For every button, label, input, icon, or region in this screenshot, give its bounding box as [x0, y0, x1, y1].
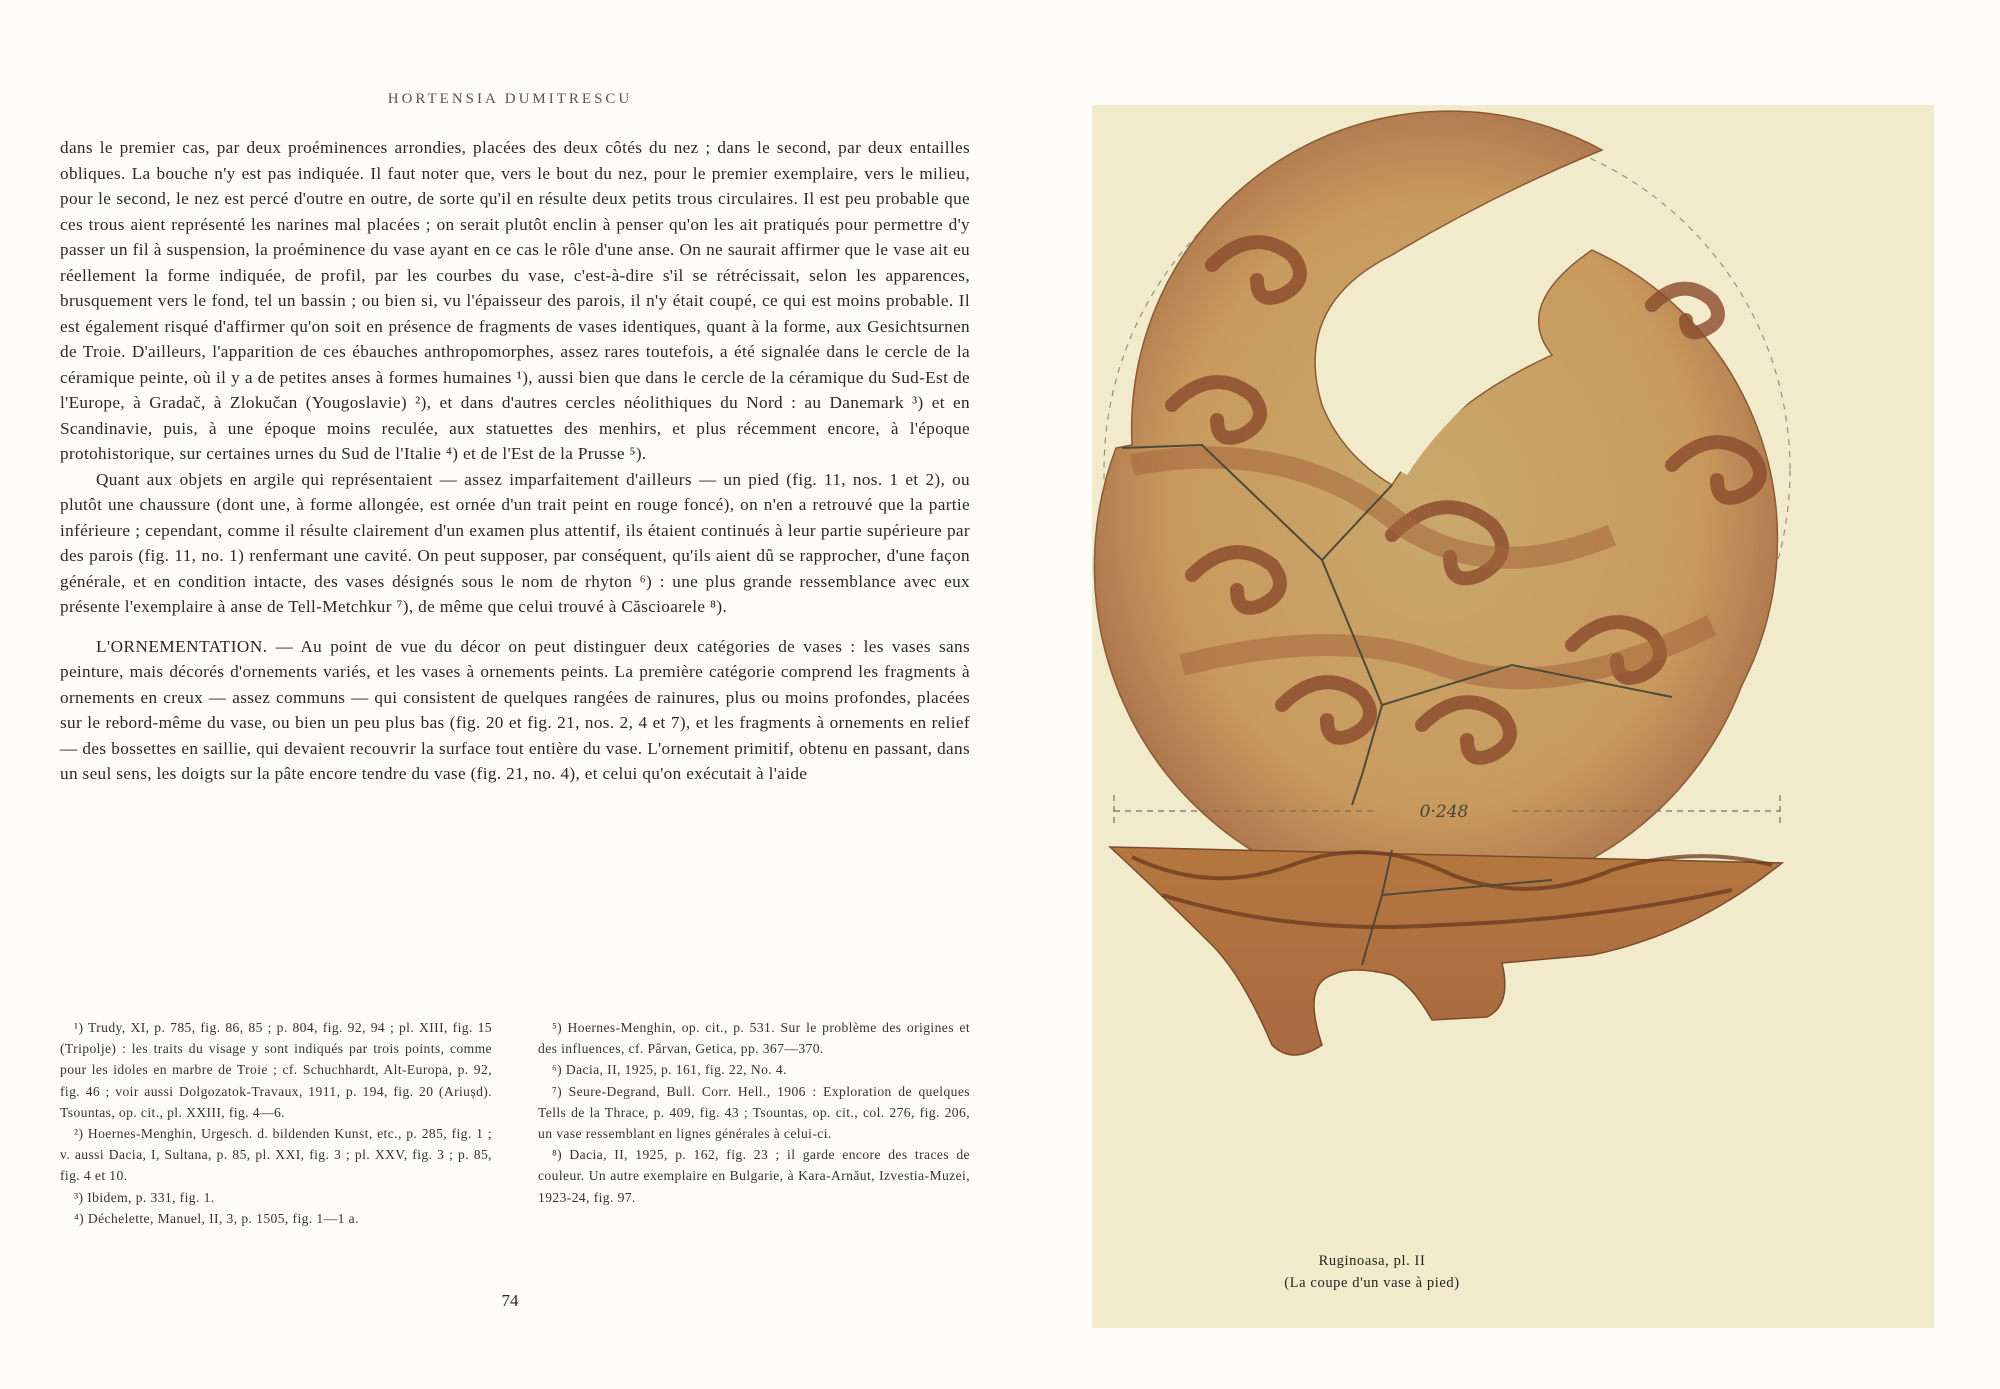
footnotes-right-column [538, 1017, 970, 1229]
caption-subtitle: (La coupe d'un vase à pied) [1284, 1275, 1460, 1291]
footnote-7: ⁷) Seure-Degrand, Bull. Corr. Hell., 1906 : Exploration de quelques Tells de la Thrace, p. 409, fig. 43 ; Tsountas, op. cit., col. 276, fig. 206, un vase ressemblant en lignes générales à celui-ci. [538, 1083, 970, 1142]
footnote-8: ⁸) Dacia, II, 1925, p. 162, fig. 23 ; il garde encore des traces de couleur. Un autre exemplaire en Bulgarie, à Kara-Arnăut, Izvestia-Muzei, 1923-24, fig. 97. [538, 1147, 970, 1205]
footnote-2: ²) Hoernes-Menghin, Urgesch. d. bildenden Kunst, etc., p. 285, fig. 1 ; v. aussi Dacia, I, Sultana, p. 85, pl. XXI, fig. 3 ; pl. XXV, fig. 3 ; p. 85, fig. 4 et 10. [60, 1126, 492, 1184]
paragraph-3-text: — Au point de vue du décor on peut distinguer deux catégories de vases : les vases sans peinture, mais décorés d'ornements variés, et les vases à ornements peints. La première catégorie comprend les fragments à ornements en creux — assez communs — qui consistent de quelques rangées de rainures, plus ou moins profondes, placées sur le rebord-même du vase, ou bien un peu plus bas (fig. 20 et fig. 21, nos. 2, 4 et 7), et les fragments à ornements en relief — des bossettes en saillie, qui devaient recouvrir la surface tout entière du vase. L'ornement primitif, obtenu en passant, dans un seul sens, les doigts sur la pâte encore tendre du vase (fig. 21, no. 4), et celui qu'on exécutait à l'aide [60, 636, 970, 783]
plate-caption [1092, 1250, 1652, 1294]
paragraph-2: Quant aux objets en argile qui représentaient — assez imparfaitement d'ailleurs — un pied (fig. 11, nos. 1 et 2), ou plutôt une chaussure (dont une, à forme allongée, est ornée d'un trait peint en rouge foncé), on n'en a retrouvé que la partie inférieure ; cependant, comme il résulte clairement d'un examen plus attentif, ils étaient continués à leur partie supérieure par des parois (fig. 11, no. 1) renfermant une cavité. On peut supposer, par conséquent, qu'ils aient dû se rapprocher, d'une façon générale, et en condition intacte, des vases désignés sous le nom de rhyton ⁶) : une plus grande ressemblance avec eux présente l'exemplaire à anse de Tell-Metchkur ⁷), de même que celui trouvé à Căscioarele ⁸). [60, 469, 970, 616]
dimension-label: 0·248 [1419, 802, 1469, 822]
footnote-4: ⁴) Déchelette, Manuel, II, 3, p. 1505, fig. 1—1 a. [74, 1210, 359, 1226]
paragraph-3 [60, 634, 970, 787]
section-heading: L'ORNEMENTATION. [96, 636, 268, 656]
page-number: 74 [501, 1291, 519, 1310]
vase-illustration [1092, 105, 1934, 1328]
footnote-3: ³) Ibidem, p. 331, fig. 1. [74, 1189, 215, 1205]
footnotes-left-column [60, 1017, 492, 1229]
running-head: HORTENSIA DUMITRESCU [387, 91, 633, 107]
body-text [60, 135, 970, 787]
footnote-6: ⁶) Dacia, II, 1925, p. 161, fig. 22, No. 4. [552, 1062, 787, 1078]
plate-page [1092, 105, 1934, 1328]
paragraph-1: dans le premier cas, par deux proéminences arrondies, placées des deux côtés du nez ; dans le second, par deux entailles obliques. La bouche n'y est pas indiquée. Il faut noter que, vers le bout du nez, pour le premier exemplaire, vers le milieu, pour le second, le nez est percé d'outre en outre, de sorte qu'il en résulte deux petits trous circulaires. Il est peu probable que ces trous aient représenté les narines mal placées ; on serait plutôt enclin à penser qu'on les ait pratiqués pour permettre d'y passer un fil à suspension, la proéminence du vase ayant en ce cas le rôle d'une anse. On ne saurait affirmer que le vase ait eu réellement la forme indiquée, de profil, par les courbes du vase, c'est-à-dire s'il se rétrécissait, selon les apparences, brusquement vers le fond, tel un bassin ; ou bien si, vu l'épaisseur des parois, il n'y était coupé, ce qui est moins probable. Il est également risqué d'affirmer qu'on soit en présence de fragments de vases identiques, quant à la forme, aux Gesichtsurnen de Troie. D'ailleurs, l'apparition de ces ébauches anthropomorphes, assez rares toutefois, a été signalée dans le cercle de la céramique peinte, où il y a de petites anses à formes humaines ¹), aussi bien que dans le cercle de la céramique du Sud-Est de l'Europe, à Gradač, à Zlokučan (Yougoslavie) ²), et dans d'autres cercles néolithiques du Nord : au Danemark ³) et en Scandinavie, puis, à une époque moins reculée, aux statuettes des menhirs, et plus récemment encore, à l'époque protohistorique, sur certaines urnes du Sud de l'Italie ⁴) et de l'Est de la Prusse ⁵). [60, 138, 970, 463]
footnote-1: ¹) Trudy, XI, p. 785, fig. 86, 85 ; p. 804, fig. 92, 94 ; pl. XIII, fig. 15 (Tripolje) : les traits du visage y sont indiqués par trois points, comme pour les idoles en marbre de Troie ; cf. Schuchhardt, Alt-Europa, p. 92, fig. 46 ; voir aussi Dolgozatok-Travaux, 1911, p. 194, fig. 20 (Ariușd). Tsountas, op. cit., pl. XXIII, fig. 4—6. [60, 1020, 492, 1120]
footnotes [60, 1017, 970, 1229]
caption-title: Ruginoasa, pl. II [1318, 1253, 1426, 1269]
footnote-5: ⁵) Hoernes-Menghin, op. cit., p. 531. Sur le problème des origines et des influences, cf. Pârvan, Getica, pp. 367—370. [538, 1020, 970, 1057]
